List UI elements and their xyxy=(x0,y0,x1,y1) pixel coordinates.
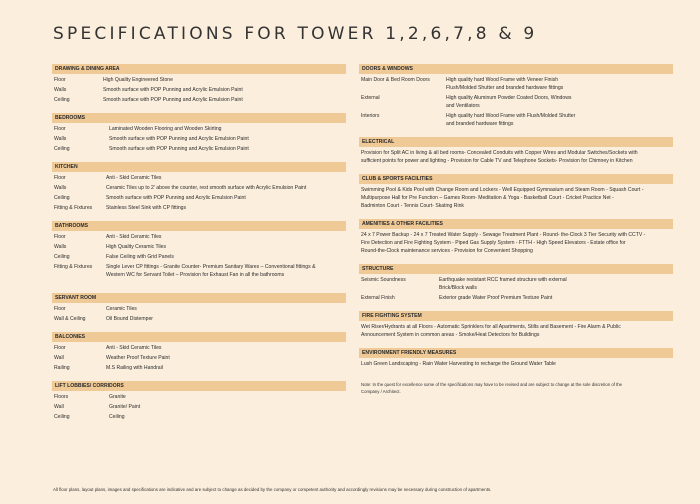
spec-value xyxy=(106,354,346,362)
spec-value xyxy=(106,315,346,323)
spec-label: Wall xyxy=(54,355,64,361)
spec-label: Ceiling xyxy=(54,97,70,103)
spec-value-line: Ceramic Tiles up to 2' above the counter, rest smooth surface with Acrylic Emulsion Paint xyxy=(106,185,307,191)
spec-value xyxy=(446,76,673,92)
spec-value xyxy=(106,253,346,261)
spec-row xyxy=(359,112,673,128)
spec-value xyxy=(109,145,346,153)
spec-value-line: M.S Railing with Handrail xyxy=(106,365,163,371)
spec-row xyxy=(52,96,346,104)
section-header: LIFT LOBBIES/ CORRIDORS xyxy=(52,381,346,391)
section-header: KITCHEN xyxy=(52,162,346,172)
section-header: STRUCTURE xyxy=(359,264,673,274)
spec-value-line: High Quality Engineered Stone xyxy=(103,77,173,83)
section-amenities xyxy=(359,219,673,255)
spec-value-line: High Quality Ceramic Tiles xyxy=(106,244,167,250)
spec-value xyxy=(446,94,673,110)
section-bathrooms xyxy=(52,221,346,279)
spec-value xyxy=(106,194,346,202)
spec-value-line: Ceiling xyxy=(109,414,125,420)
section-text xyxy=(359,358,673,368)
section-header: ENVIRONMENT FRIENDLY MEASURES xyxy=(359,348,673,358)
spec-value-line: High quality hard Wood Frame with Flush/Molded Shutter xyxy=(446,113,576,119)
spec-label: Main Door & Bed Room Doors xyxy=(361,77,430,83)
section-servant-room xyxy=(52,293,346,323)
section-text xyxy=(359,147,673,165)
spec-row xyxy=(52,125,346,133)
spec-label: Floor xyxy=(54,175,66,181)
spec-row xyxy=(52,86,346,94)
spec-label: Ceiling xyxy=(54,254,70,260)
section-text-line: Wet Riser/Hydrants at all Floors - Automatic Sprinklers for all Apartments, Stilts and Basement - Fire Alarm & Public xyxy=(361,324,621,330)
section-text-line: Multipurpose Hall for Pre Function – Games Room- Meditation & Yoga - Basketball Court - Cricket Practice Net - xyxy=(361,195,614,201)
section-header: AMENITIES & OTHER FACILITIES xyxy=(359,219,673,229)
spec-value-line: and Ventilators xyxy=(446,103,480,109)
spec-value xyxy=(103,96,346,104)
spec-row xyxy=(359,76,673,92)
page-title: SPECIFICATIONS FOR TOWER 1,2,6,7,8 & 9 xyxy=(53,24,538,44)
spec-value xyxy=(103,86,346,94)
spec-row xyxy=(52,184,346,192)
spec-value-line: Smooth surface with POP Punning and Acrylic Emulsion Paint xyxy=(109,146,249,152)
spec-value-line: Oil Bound Distemper xyxy=(106,316,153,322)
spec-row xyxy=(52,305,346,313)
spec-value-line: Smooth surface with POP Punning and Acrylic Emulsion Paint xyxy=(109,136,249,142)
spec-value xyxy=(439,294,673,302)
spec-row xyxy=(52,403,346,411)
spec-label: Wall xyxy=(54,404,64,410)
note-line: Company / Architect. xyxy=(361,389,401,394)
spec-row xyxy=(52,194,346,202)
spec-label: Interiors xyxy=(361,113,380,119)
section-header: SERVANT ROOM xyxy=(52,293,346,303)
spec-value-line: Anti - Skid Ceramic Tiles xyxy=(106,345,162,351)
section-text-line: sufficient points for power and lighting - Provision for Cable TV and Telephone Sockets- Provision for Chimney in Kitchen xyxy=(361,158,633,164)
section-structure xyxy=(359,264,673,302)
section-header: CLUB & SPORTS FACILITIES xyxy=(359,174,673,184)
spec-label: External xyxy=(361,95,380,101)
section-header: BATHROOMS xyxy=(52,221,346,231)
spec-row xyxy=(52,243,346,251)
section-text-line: Round-the-Clock maintenance services - Provision for Convenient Shopping xyxy=(361,248,533,254)
spec-row xyxy=(52,364,346,372)
spec-label: Fitting & Fixtures xyxy=(54,205,93,211)
section-header: DRAWING & DINING AREA xyxy=(52,64,346,74)
spec-row xyxy=(52,253,346,261)
spec-row xyxy=(52,354,346,362)
spec-row xyxy=(52,145,346,153)
right-column xyxy=(359,64,673,395)
spec-value-line: Exterior grade Water Proof Premium Texture Paint xyxy=(439,295,553,301)
spec-value xyxy=(103,76,346,84)
spec-value xyxy=(109,403,346,411)
spec-row xyxy=(52,174,346,182)
section-text-line: 24 x 7 Power Backup - 24 x 7 Treated Water Supply - Sewage Treatment Plant - Round- the-Clock 3 Tier Security with CCTV - xyxy=(361,232,646,238)
spec-label: Ceiling xyxy=(54,195,70,201)
spec-value xyxy=(106,233,346,241)
spec-value xyxy=(109,135,346,143)
spec-label: Wall & Ceiling xyxy=(54,316,86,322)
spec-row xyxy=(52,135,346,143)
spec-value-line: Single Lever CP fittings - Granite Counter- Premium Sanitary Wares – Conventional fittings & xyxy=(106,264,316,270)
section-electrical xyxy=(359,137,673,165)
spec-value-line: Ceramic Tiles xyxy=(106,306,137,312)
spec-value xyxy=(106,305,346,313)
spec-value-line: Granite xyxy=(109,394,126,400)
spec-value xyxy=(106,344,346,352)
section-header: FIRE FIGHTING SYSTEM xyxy=(359,311,673,321)
spec-value-line: High quality hard Wood Frame with Veneer Finish xyxy=(446,77,559,83)
spec-row xyxy=(359,294,673,302)
spec-label: Ceiling xyxy=(54,414,70,420)
spec-value-line: Smooth surface with POP Punning and Acrylic Emulsion Paint xyxy=(103,87,243,93)
spec-value xyxy=(106,184,346,192)
section-environment xyxy=(359,348,673,368)
note-line: Note: In the quest for excellence some of the specifications may have to be revised and are subject to change at the sole discretion of the xyxy=(361,382,623,387)
spec-value xyxy=(106,263,346,279)
left-column xyxy=(52,64,346,430)
spec-value-line: False Ceiling with Grid Panels xyxy=(106,254,174,260)
spec-value xyxy=(109,125,346,133)
spec-row xyxy=(52,344,346,352)
spec-label: Walls xyxy=(54,244,67,250)
spec-row xyxy=(359,276,673,292)
spec-label: External Finish xyxy=(361,295,395,301)
spec-value xyxy=(106,243,346,251)
section-header: BEDROOMS xyxy=(52,113,346,123)
footer-disclaimer: All floor plans, layout plans, images and specifications are indicative and are subject to change as decided by the company or competent authority and accordingly revisions may be necessary during construction of apartments. xyxy=(53,487,492,492)
spec-label: Walls xyxy=(54,185,67,191)
spec-value-line: Earthquake resistant RCC framed structure with external xyxy=(439,277,567,283)
section-drawing-dining xyxy=(52,64,346,104)
section-header: ELECTRICAL xyxy=(359,137,673,147)
section-text-line: Swimming Pool & Kids Pool with Change Room and Lockers - Well Equipped Gymnasium and Steam Room - Squash Court - xyxy=(361,187,644,193)
section-fire-fighting xyxy=(359,311,673,339)
spec-row xyxy=(52,263,346,279)
spec-value-line: Weather Proof Texture Paint xyxy=(106,355,170,361)
spec-row xyxy=(52,76,346,84)
section-text-line: Provision for Split AC in living & all bed rooms- Concealed Conduits with Copper Wires and Modular Switches/Sockets with xyxy=(361,150,638,156)
spec-value xyxy=(439,276,673,292)
spec-label: Fitting & Fixtures xyxy=(54,264,93,270)
spec-value-line: Granite/ Paint xyxy=(109,404,141,410)
spec-value xyxy=(109,393,346,401)
spec-row xyxy=(52,315,346,323)
section-lift-lobbies xyxy=(52,381,346,421)
spec-label: Floor xyxy=(54,77,66,83)
spec-value xyxy=(106,364,346,372)
spec-label: Railing xyxy=(54,365,70,371)
spec-label: Ceiling xyxy=(54,146,70,152)
spec-row xyxy=(359,94,673,110)
spec-value xyxy=(106,174,346,182)
section-text-line: Fire Detection and Fire Fighting System - Piped Gas Supply System - FTTH - High Speed Elevators - Estate office for xyxy=(361,240,626,246)
section-text-line: Badminton Court - Tennis Court- Skating Rink xyxy=(361,203,464,209)
spec-value-line: and branded hardware fittings xyxy=(446,121,514,127)
spec-value xyxy=(109,413,346,421)
section-header: BALCONIES xyxy=(52,332,346,342)
section-header: DOORS & WINDOWS xyxy=(359,64,673,74)
spec-row xyxy=(52,413,346,421)
spec-value xyxy=(106,204,346,212)
spec-value-line: Anti - Skid Ceramic Tiles xyxy=(106,234,162,240)
spec-value-line: High quality Aluminum Powder Coated Doors, Windows xyxy=(446,95,572,101)
spec-value-line: Western WC for Servant Toilet – Provision for Exhaust Fan in all the bathrooms xyxy=(106,272,285,278)
spec-row xyxy=(52,393,346,401)
spec-row xyxy=(52,204,346,212)
spec-value-line: Flush/Molded Shutter and branded hardware fittings xyxy=(446,85,564,91)
section-text-line: Lush Green Landscaping - Rain Water Harvesting to recharge the Ground Water Table xyxy=(361,361,556,367)
spec-value-line: Laminated Wooden Flooring and Wooden Skirting xyxy=(109,126,222,132)
section-club-sports xyxy=(359,174,673,210)
section-balconies xyxy=(52,332,346,372)
section-bedrooms xyxy=(52,113,346,153)
spec-label: Floors xyxy=(54,394,69,400)
spec-label: Floor xyxy=(54,126,66,132)
section-kitchen xyxy=(52,162,346,212)
spec-label: Floor xyxy=(54,306,66,312)
spec-value-line: Smooth surface with POP Punning and Acrylic Emulsion Paint xyxy=(106,195,246,201)
spec-value-line: Brick/Block walls xyxy=(439,285,477,291)
section-doors-windows xyxy=(359,64,673,128)
spec-label: Floor xyxy=(54,345,66,351)
note-text xyxy=(359,381,673,395)
spec-value-line: Anti - Skid Ceramic Tiles xyxy=(106,175,162,181)
spec-value-line: Stainless Steel Sink with CP fittings xyxy=(106,205,187,211)
spec-value-line: Smooth surface with POP Punning and Acrylic Emulsion Paint xyxy=(103,97,243,103)
spec-row xyxy=(52,233,346,241)
spec-value xyxy=(446,112,673,128)
spec-label: Walls xyxy=(54,136,67,142)
section-text xyxy=(359,184,673,210)
section-text xyxy=(359,229,673,255)
section-text xyxy=(359,321,673,339)
section-text-line: Announcement System in common areas - Smoke/Heat Detectors for Buildings xyxy=(361,332,540,338)
spec-label: Seismic Soundness xyxy=(361,277,406,283)
spec-label: Floor xyxy=(54,234,66,240)
spec-label: Walls xyxy=(54,87,67,93)
